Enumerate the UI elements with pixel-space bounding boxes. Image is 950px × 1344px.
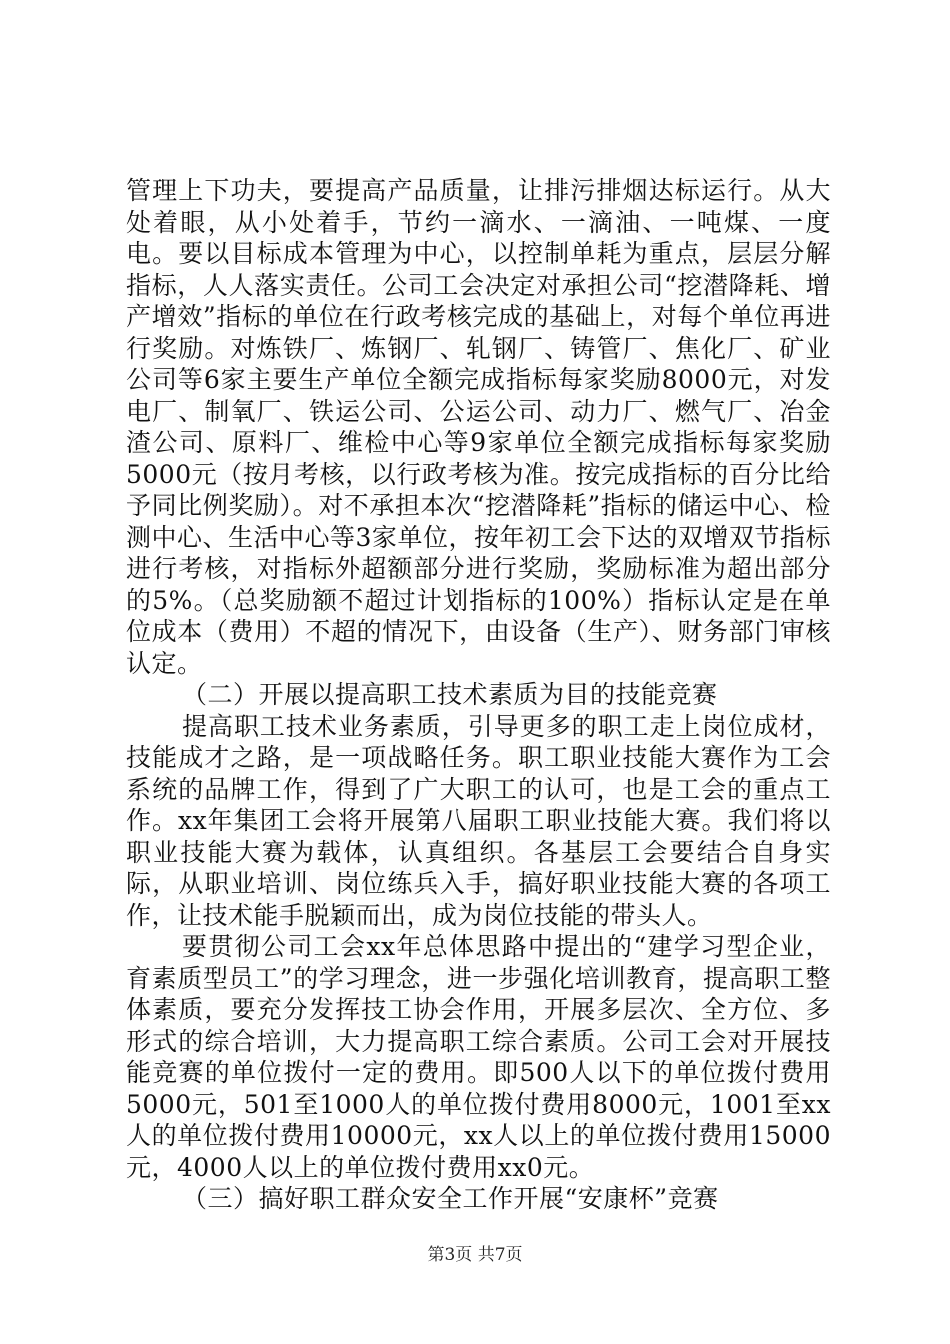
- body-text: [126, 175, 831, 1215]
- page-number-footer: 第3页 共7页: [427, 1245, 523, 1265]
- section-heading-skills-competition: （二）开展以提高职工技术素质为目的技能竞赛: [182, 680, 718, 709]
- paragraph-cost-control: 管理上下功夫，要提高产品质量，让排污排烟达标运行。从大处着眼，从小处着手，节约一滴水、一滴油、一吨煤、一度电。要以目标成本管理为中心，以控制单耗为重点，层层分解指标，人人落实责任。公司工会决定对承担公司“挖潜降耗、增产增效”指标的单位在行政考核完成的基础上，对每个单位再进行奖励。对炼铁厂、炼钢厂、轧钢厂、铸管厂、焦化厂、矿业公司等6家主要生产单位全额完成指标每家奖励8000元，对发电厂、制氧厂、铁运公司、公运公司、动力厂、燃气厂、冶金渣公司、原料厂、维检中心等9家单位全额完成指标每家奖励5000元（按月考核，以行政考核为准。按完成指标的百分比给予同比例奖励）。对不承担本次“挖潜降耗”指标的储运中心、检测中心、生活中心等3家单位，按年初工会下达的双增双节指标进行考核，对指标外超额部分进行奖励，奖励标准为超出部分的5%。（总奖励额不超过计划指标的100%）指标认定是在单位成本（费用）不超的情况下，由设备（生产）、财务部门审核认定。: [126, 176, 831, 678]
- section-heading-safety-cup: （三）搞好职工群众安全工作开展“安康杯”竞赛: [182, 1184, 719, 1213]
- paragraph-skills-competition: 提高职工技术业务素质，引导更多的职工走上岗位成材，技能成才之路，是一项战略任务。职工职业技能大赛作为工会系统的品牌工作，得到了广大职工的认可，也是工会的重点工作。xx年集团工会将开展第八届职工职业技能大赛。我们将以职业技能大赛为载体，认真组织。各基层工会要结合自身实际，从职业培训、岗位练兵入手，搞好职业技能大赛的各项工作，让技术能手脱颖而出，成为岗位技能的带头人。: [126, 711, 831, 930]
- paragraph-training-funding: 要贯彻公司工会xx年总体思路中提出的“建学习型企业，育素质型员工”的学习理念，进一步强化培训教育，提高职工整体素质，要充分发挥技工协会作用，开展多层次、全方位、多形式的综合培训，大力提高职工综合素质。公司工会对开展技能竞赛的单位拨付一定的费用。即500人以下的单位拨付费用5000元，501至1000人的单位拨付费用8000元，1001至xx人的单位拨付费用10000元，xx人以上的单位拨付费用15000元，4000人以上的单位拨付费用xx0元。: [126, 932, 831, 1182]
